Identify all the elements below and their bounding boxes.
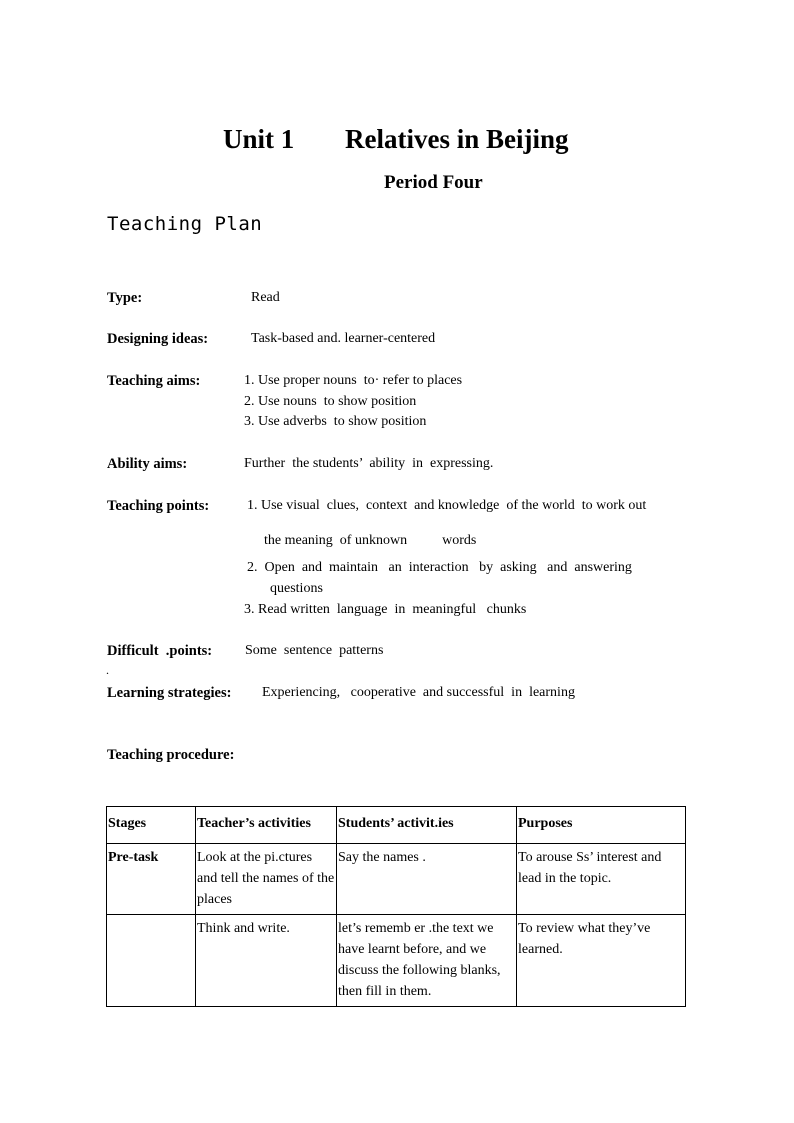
stray-mark: .	[106, 663, 109, 677]
purpose-cell: To arouse Ss’ interest and lead in the topic.	[517, 844, 686, 915]
teaching-point-item-continuation: the meaning of unknown words	[264, 533, 477, 548]
table-row	[107, 915, 686, 1007]
learning-strategies-value: Experiencing, cooperative and successful in learning	[262, 685, 575, 700]
stage-cell: Pre-task	[107, 844, 196, 915]
teaching-aim-item: 2. Use nouns to show position	[244, 394, 417, 409]
procedure-heading: Teaching procedure:	[107, 747, 235, 763]
ability-aims-label: Ability aims:	[107, 456, 188, 472]
procedure-table	[106, 806, 686, 1007]
teaching-point-item: 3. Read written language in meaningful chunks	[244, 602, 527, 617]
header-students-activities: Students’ activit.ies	[337, 807, 517, 844]
learning-strategies-label: Learning strategies:	[107, 685, 232, 701]
teaching-point-item: 2. Open and maintain an interaction by asking and answering	[247, 560, 632, 575]
page-title: Relatives in Beijing	[345, 124, 569, 154]
student-activity-cell: Say the names .	[337, 844, 517, 915]
teacher-activity-cell: Look at the pi.ctures and tell the names of the places	[196, 844, 337, 915]
teaching-point-item: 1. Use visual clues, context and knowledge of the world to work out	[247, 498, 647, 513]
stage-cell	[107, 915, 196, 1007]
plan-heading: Teaching Plan	[107, 213, 263, 235]
teaching-aims-label: Teaching aims:	[107, 373, 201, 389]
header-purposes: Purposes	[517, 807, 686, 844]
table-row	[107, 844, 686, 915]
teacher-activity-cell: Think and write.	[196, 915, 337, 1007]
teaching-aim-item: 1. Use proper nouns to· refer to places	[244, 373, 463, 388]
designing-ideas-value: Task-based and. learner-centered	[251, 331, 436, 346]
type-label: Type:	[107, 290, 143, 306]
teaching-aim-item: 3. Use adverbs to show position	[244, 414, 427, 429]
designing-ideas-label: Designing ideas:	[107, 331, 209, 347]
header-teacher-activities: Teacher’s activities	[196, 807, 337, 844]
period-subtitle: Period Four	[384, 172, 483, 193]
type-value: Read	[251, 290, 280, 305]
unit-number: Unit 1	[223, 124, 295, 154]
purpose-cell: To review what they’ve learned.	[517, 915, 686, 1007]
teaching-points-label: Teaching points:	[107, 498, 210, 514]
teaching-point-item-continuation: questions	[270, 581, 323, 596]
difficult-points-label: Difficult .points:	[107, 643, 213, 659]
ability-aims-value: Further the students’ ability in expressing.	[244, 456, 494, 471]
student-activity-cell: let’s rememb er .the text we have learnt before, and we discuss the following blanks, then fill in them.	[337, 915, 517, 1007]
difficult-points-value: Some sentence patterns	[245, 643, 384, 658]
table-header-row	[107, 807, 686, 844]
header-stages: Stages	[107, 807, 196, 844]
